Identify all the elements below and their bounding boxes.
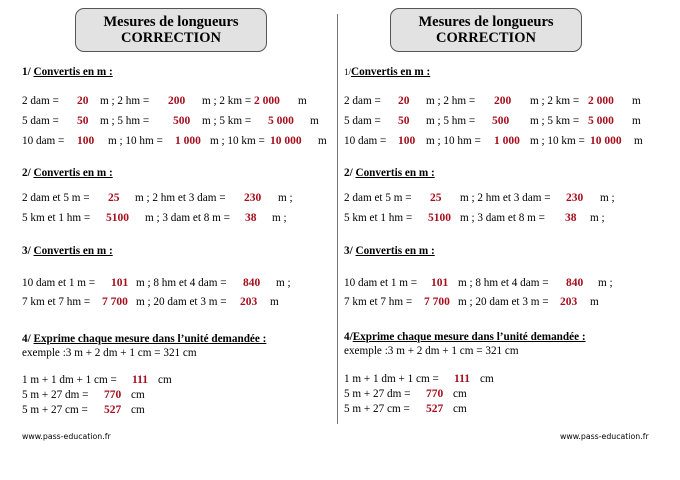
section-1-heading: 1/ Convertis en m : xyxy=(22,66,113,78)
section-2-heading: 2/ Convertis en m : xyxy=(344,167,435,179)
worksheet-left: Mesures de longueurs CORRECTION 1/ Convertis en m : 2 dam = 20 m ; 2 hm = 200 m ; 2 km = 2 000 m 5 dam = 50 m ; 5 hm = 500 m ; 5 km = 5 000 m 10 dam = 100 m ; 10 hm = 1 000 m ; 10 km = 10 000 m 2/ Convertis en m : 2 dam et 5 m = 25 m ; 2 hm et 3 dam = 230 m ; 5 km et 1 hm = 5100 m ; 3 dam et 8 m = 38 m ; 3/ Convertis en m : 10 dam et 1 m = 101 m ; 8 hm et 4 dam = 840 m ; 7 km et 7 hm = 7 700 m ; 20 dam et 3 m = 203 m 4/ Exprime chaque mesure dans l’unité demandée : exemple :3 m + 2 dm + 1 cm = 321 cm 1 m + 1 dm + 1 cm = 111 cm 5 m + 27 dm = 770 cm 5 m + 27 cm = 527 cm www.pass-education.fr xyxy=(10,0,340,480)
section-3-heading: 3/ Convertis en m : xyxy=(344,245,435,257)
title-box xyxy=(75,8,267,52)
section-4-heading: 4/ Exprime chaque mesure dans l’unité demandée : xyxy=(22,333,267,345)
title-line2: CORRECTION xyxy=(121,30,221,46)
section-4-heading: 4/Exprime chaque mesure dans l’unité demandée : xyxy=(344,331,586,343)
title-box xyxy=(390,8,582,52)
section-1-heading: 1/Convertis en m : xyxy=(344,66,431,78)
title-line2: CORRECTION xyxy=(436,30,536,46)
s4-example: exemple :3 m + 2 dm + 1 cm = 321 cm xyxy=(344,345,519,357)
title-line1: Mesures de longueurs xyxy=(103,14,239,30)
section-2-heading: 2/ Convertis en m : xyxy=(22,167,113,179)
s4-example: exemple :3 m + 2 dm + 1 cm = 321 cm xyxy=(22,347,197,359)
footer-url[interactable]: www.pass-education.fr xyxy=(22,432,111,441)
section-3-heading: 3/ Convertis en m : xyxy=(22,245,113,257)
worksheet-right: Mesures de longueurs CORRECTION 1/Convertis en m : 2 dam = 20 m ; 2 hm = 200 m ; 2 km = 2 000 m 5 dam = 50 m ; 5 hm = 500 m ; 5 km = 5 000 m 10 dam = 100 m ; 10 hm = 1 000 m ; 10 km = 10 000 m 2/ Convertis en m : 2 dam et 5 m = 25 m ; 2 hm et 3 dam = 230 m ; 5 km et 1 hm = 5100 m ; 3 dam et 8 m = 38 m ; 3/ Convertis en m : 10 dam et 1 m = 101 m ; 8 hm et 4 dam = 840 m ; 7 km et 7 hm = 7 700 m ; 20 dam et 3 m = 203 m 4/Exprime chaque mesure dans l’unité demandée : exemple :3 m + 2 dm + 1 cm = 321 cm 1 m + 1 dm + 1 cm = 111 cm 5 m + 27 dm = 770 cm 5 m + 27 cm = 527 cm www.pass-education.fr xyxy=(332,0,662,480)
title-line1: Mesures de longueurs xyxy=(418,14,554,30)
footer-url[interactable]: www.pass-education.fr xyxy=(560,432,649,441)
